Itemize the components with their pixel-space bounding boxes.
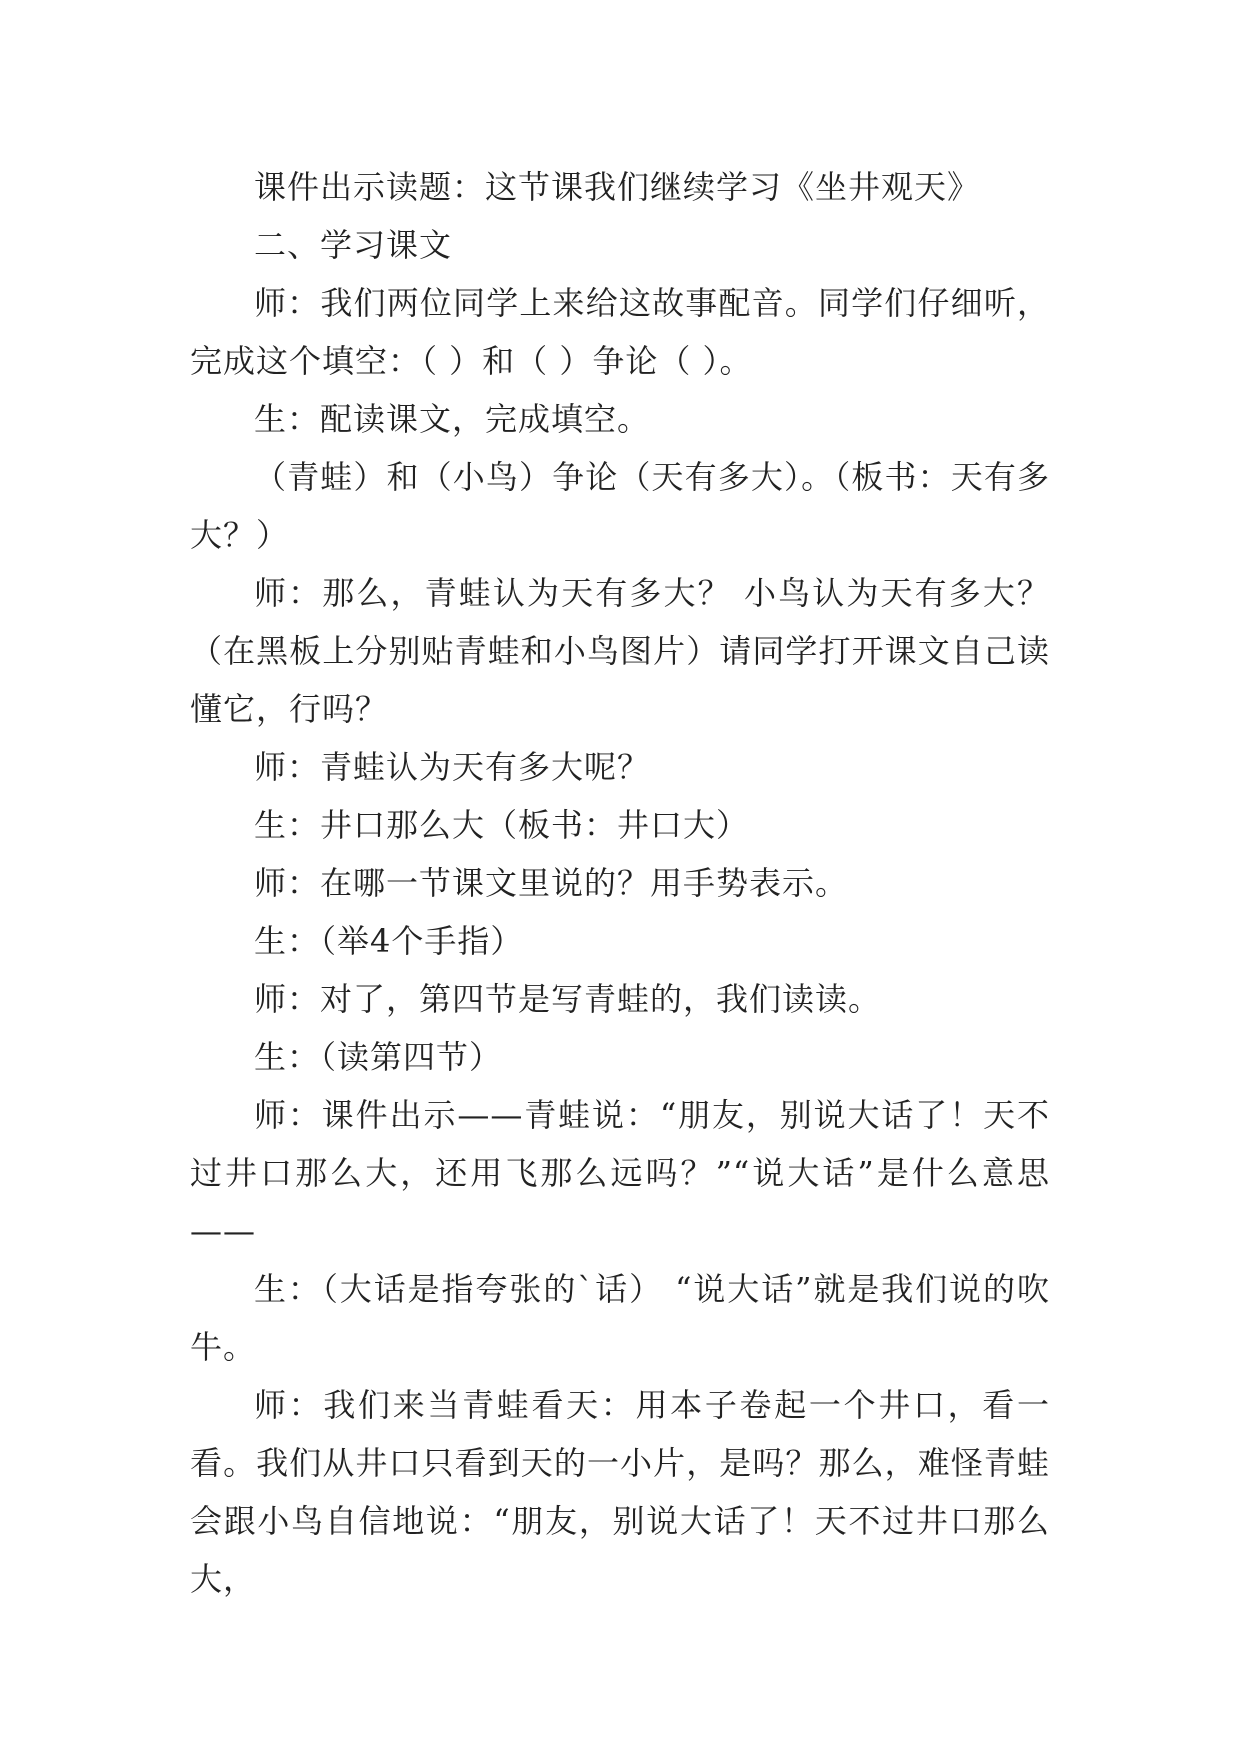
- paragraph: 师：我们来当青蛙看天：用本子卷起一个井口，看一看。我们从井口只看到天的一小片，是吗？那么，难怪青蛙会跟小鸟自信地说：“朋友，别说大话了！天不过井口那么大，: [190, 1386, 1050, 1598]
- paragraph: 生：（读第四节）: [254, 1038, 503, 1076]
- paragraph: 师：在哪一节课文里说的？用手势表示。: [254, 864, 849, 902]
- paragraph: 生：配读课文，完成填空。: [254, 400, 651, 438]
- paragraph: 师：我们两位同学上来给这故事配音。同学们仔细听，完成这个填空：（ ）和（ ）争论（ ）。: [190, 284, 1050, 380]
- section-heading: 二、学习课文: [254, 226, 453, 264]
- paragraph: 师：课件出示——青蛙说：“朋友，别说大话了！天不过井口那么大，还用飞那么远吗？”“说大话”是什么意思——: [190, 1096, 1050, 1250]
- paragraph: （青蛙）和（小鸟）争论（天有多大）。（板书：天有多大？）: [190, 458, 1050, 554]
- document-body: [190, 158, 1050, 1608]
- paragraph: 课件出示读题：这节课我们继续学习《坐井观天》: [254, 168, 981, 206]
- paragraph: 师：对了，第四节是写青蛙的，我们读读。: [254, 980, 882, 1018]
- paragraph: 师：那么，青蛙认为天有多大？ 小鸟认为天有多大？（在黑板上分别贴青蛙和小鸟图片）请同学打开课文自己读懂它，行吗？: [190, 574, 1050, 728]
- paragraph: 生：（举4个手指）: [254, 922, 524, 960]
- paragraph: 生：井口那么大（板书：井口大）: [254, 806, 750, 844]
- paragraph: 生：（大话是指夸张的`话） “说大话”就是我们说的吹牛。: [190, 1270, 1050, 1366]
- paragraph: 师：青蛙认为天有多大呢？: [254, 748, 651, 786]
